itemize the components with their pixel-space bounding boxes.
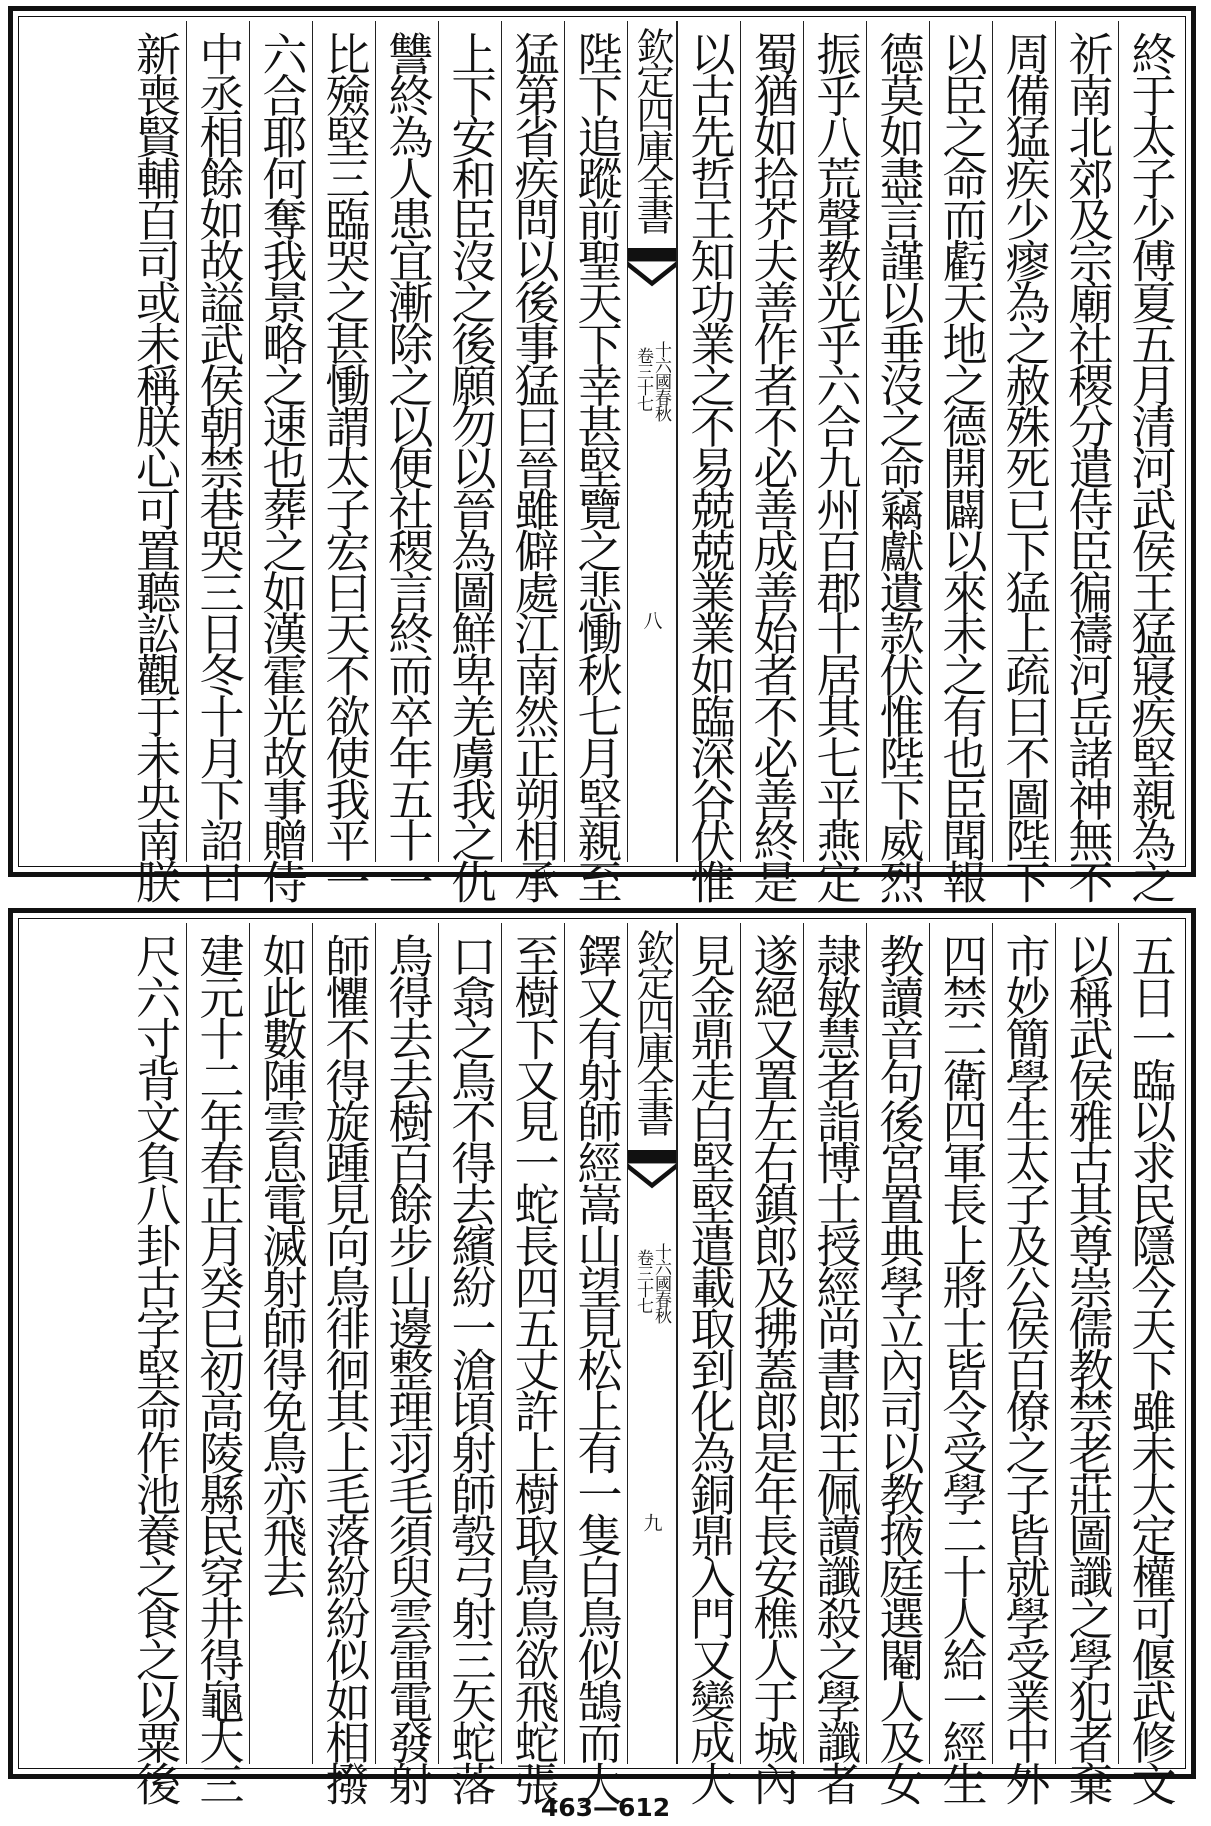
text-column: [249, 21, 312, 901]
column-text: 德莫如盡言謹以垂沒之命竊獻遺款伏惟陛下威烈: [871, 31, 925, 901]
chapter-number: 卷三十七: [633, 1249, 653, 1313]
text-column: [677, 21, 740, 901]
text-column: [375, 923, 438, 1803]
column-text: 教讀音句後宮置典學立內司以教掖庭選閹人及女: [871, 933, 925, 1803]
column-text: 鐸又有射師經嵩山望見松上有一隻白鳥似鵠而大: [569, 933, 623, 1803]
text-column: [992, 923, 1055, 1803]
column-text: 以臣之命而虧天地之德開闢以來未之有也臣聞報: [934, 31, 988, 901]
column-text: 猛第省疾問以後事猛曰晉雖僻處江南然正朔相承: [506, 31, 560, 901]
column-text: 新喪賢輔百司或未稱朕心可置聽訟觀于未央南朕: [128, 31, 181, 901]
text-column: [312, 923, 375, 1803]
book-page-bottom: [8, 908, 1196, 1803]
volume-title: 十六國春秋: [651, 1243, 671, 1323]
column-text: 鳥得去去樹百餘步山邊整理羽毛須臾雲雷電發射: [380, 933, 434, 1803]
text-column: [312, 21, 375, 901]
column-text: 隷敏慧者詣博士授經尚書郎王佩讀讖殺之學讖者: [808, 933, 862, 1803]
column-text: 建元十二年春正月癸巳初高陵縣民穿井得龜大三: [191, 933, 245, 1803]
text-column: [438, 923, 501, 1803]
text-column: [803, 923, 866, 1803]
text-column: [1055, 21, 1118, 901]
text-columns: [23, 21, 1181, 901]
catalog-page-number: 463—612: [540, 1793, 671, 1822]
text-column: [740, 21, 803, 901]
column-text: 見金鼎走白堅堅遣載取到化為銅鼎入門又變成大: [682, 933, 736, 1803]
column-text: 以稱武侯雅古其尊崇儒教禁老莊圖讖之學犯者棄: [1060, 933, 1114, 1803]
column-text: 六合耶何奪我景略之速也葬之如漢霍光故事贈侍: [254, 31, 308, 901]
page-number: 八: [640, 611, 663, 630]
column-text: 以古先哲王知功業之不易兢兢業業如臨深谷伏惟: [682, 31, 736, 901]
text-column: [501, 923, 564, 1803]
column-text: 如此數陣雲息電滅射師得免鳥亦飛去: [254, 933, 308, 1596]
text-column: [740, 923, 803, 1803]
column-text: 蜀猶如拾芥夫善作者不必善成善始者不必善終是: [745, 31, 799, 901]
text-columns: [23, 923, 1181, 1803]
center-fold-column: [627, 923, 677, 1764]
text-column: [564, 923, 627, 1803]
text-column: [677, 923, 740, 1803]
column-text: 四禁二衛四軍長上將士皆令受學二十人給一經生: [934, 933, 988, 1803]
text-column: [249, 923, 312, 1764]
column-text: 祈南北郊及宗廟社稷分遣侍臣徧禱河岳諸神無不: [1060, 31, 1114, 901]
column-text: 中丞相餘如故謚武侯朝禁巷哭三日冬十月下詔曰: [191, 31, 245, 901]
book-title: 欽定四庫全書: [630, 929, 674, 1133]
text-column: [1055, 923, 1118, 1803]
column-text: 振乎八荒聲教光乎六合九州百郡十居其七平燕定: [808, 31, 862, 901]
column-text: 五日一臨以求民隱今天下雖未大定權可偃武修文: [1123, 933, 1177, 1803]
column-text: 口翕之鳥不得去繽紛一滄頃射師彀弓射三矢蛇落: [443, 933, 497, 1803]
text-column: [803, 21, 866, 901]
text-column: [929, 21, 992, 901]
book-page-top: [8, 6, 1196, 901]
column-text: 市妙簡學生太子及公侯百僚之子皆就學受業中外: [997, 933, 1051, 1803]
text-column: [375, 21, 438, 901]
fishtail-mark-icon: [628, 1149, 676, 1199]
column-text: 讐終為人患宜漸除之以便社稷言終而卒年五十一: [380, 31, 434, 901]
text-column: [1118, 923, 1181, 1803]
column-text: 終于太子少傅夏五月清河武侯王猛寢疾堅親為之: [1123, 31, 1177, 901]
column-text: 師懼不得旋踵見向鳥徘徊其上毛落紛紛似如相撥: [317, 933, 371, 1803]
text-column: [564, 21, 627, 901]
column-text: 陛下追蹤前聖天下幸甚堅覽之悲慟秋七月堅親至: [569, 31, 623, 901]
column-text: 遂絕又置左右鎮郎及拂蓋郎是年長安樵人于城內: [745, 933, 799, 1803]
book-title: 欽定四庫全書: [630, 27, 674, 231]
text-column: [438, 21, 501, 901]
page-number: 九: [640, 1513, 663, 1532]
column-text: 上下安和臣沒之後願勿以晉為圖鮮卑羌虜我之仇: [443, 31, 497, 901]
volume-title: 十六國春秋: [651, 341, 671, 421]
column-text: 尺六寸背文負八卦古字堅命作池養之食之以粟後: [128, 933, 181, 1803]
text-column: [929, 923, 992, 1803]
text-column: [123, 923, 186, 1803]
text-column: [123, 21, 186, 901]
column-text: 至樹下又見一蛇長四五丈許上樹取鳥鳥欲飛蛇張: [506, 933, 560, 1803]
text-column: [501, 21, 564, 901]
text-column: [866, 21, 929, 901]
text-column: [1118, 21, 1181, 901]
column-text: 比殮堅三臨哭之甚慟謂太子宏曰天不欲使我平一: [317, 31, 371, 901]
center-fold-column: [627, 21, 677, 862]
chapter-number: 卷三十七: [633, 347, 653, 411]
column-text: 周備猛疾少瘳為之赦殊死已下猛上疏曰不圖陛下: [997, 31, 1051, 901]
text-column: [186, 923, 249, 1803]
text-column: [992, 21, 1055, 901]
fishtail-mark-icon: [628, 247, 676, 297]
text-column: [186, 21, 249, 901]
text-column: [866, 923, 929, 1803]
